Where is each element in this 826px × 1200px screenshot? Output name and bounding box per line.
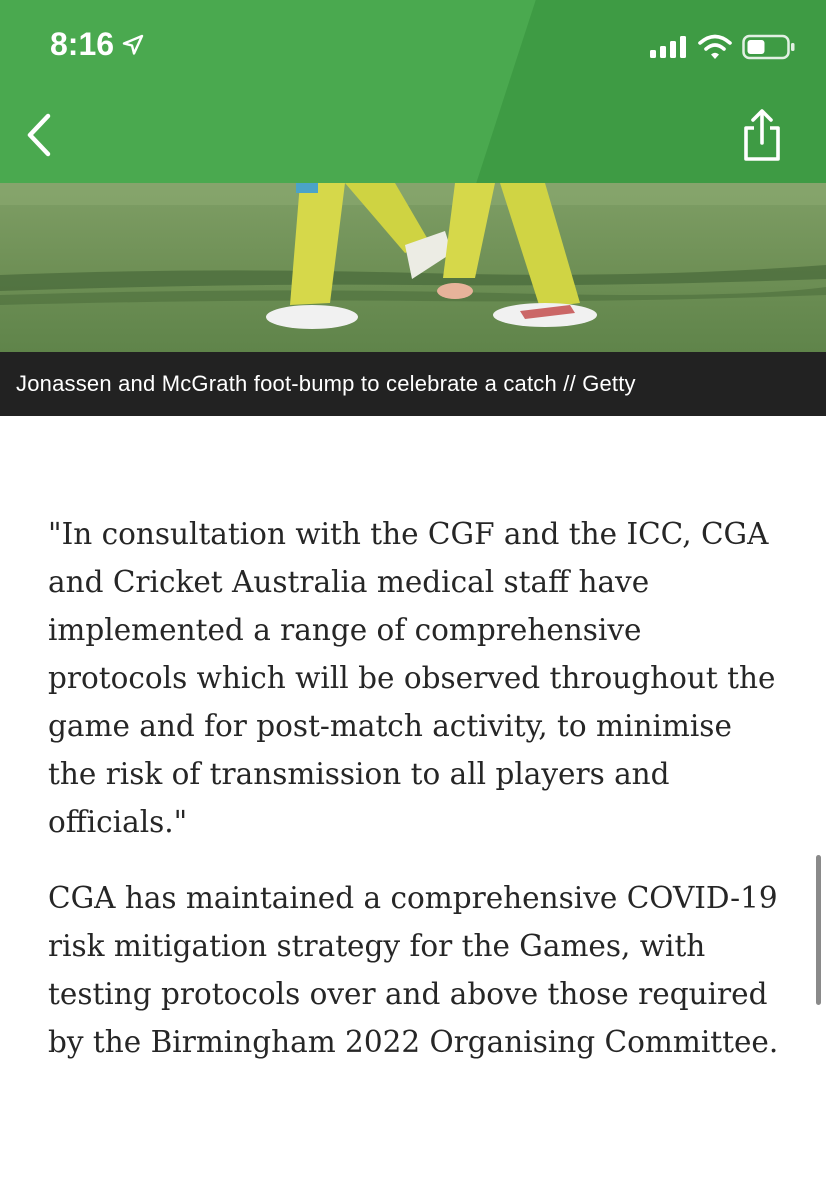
cricket-players-photo — [0, 183, 826, 353]
status-bar-time — [50, 26, 144, 63]
status-time-text: 8:16 — [50, 26, 115, 62]
cellular-signal-icon — [650, 35, 688, 59]
back-button[interactable] — [20, 110, 70, 170]
app-header — [0, 0, 826, 183]
battery-icon — [742, 34, 796, 60]
scrollbar-thumb[interactable] — [816, 855, 821, 1005]
location-arrow-icon — [122, 34, 144, 56]
image-caption-text: Jonassen and McGrath foot-bump to celebrate a catch // Getty — [16, 371, 636, 396]
share-icon — [738, 108, 786, 164]
article-hero-image — [0, 183, 826, 353]
article-paragraph: "In consultation with the CGF and the ICC, CGA and Cricket Australia medical staff have implemented a range of comprehensive protocols which will be observed throughout the game and for post-match activity, to minimise the risk of transmission to all players and officials." — [48, 517, 776, 839]
status-icons — [650, 34, 796, 60]
wifi-icon — [698, 34, 732, 60]
article-paragraph: CGA has maintained a comprehensive COVID-19 risk mitigation strategy for the Games, with testing protocols over and above those required by the Birmingham 2022 Organising Committee. — [48, 881, 779, 1059]
share-button[interactable] — [738, 108, 788, 168]
article-body — [48, 510, 788, 1094]
chevron-left-icon — [20, 110, 60, 160]
image-caption — [0, 352, 826, 416]
